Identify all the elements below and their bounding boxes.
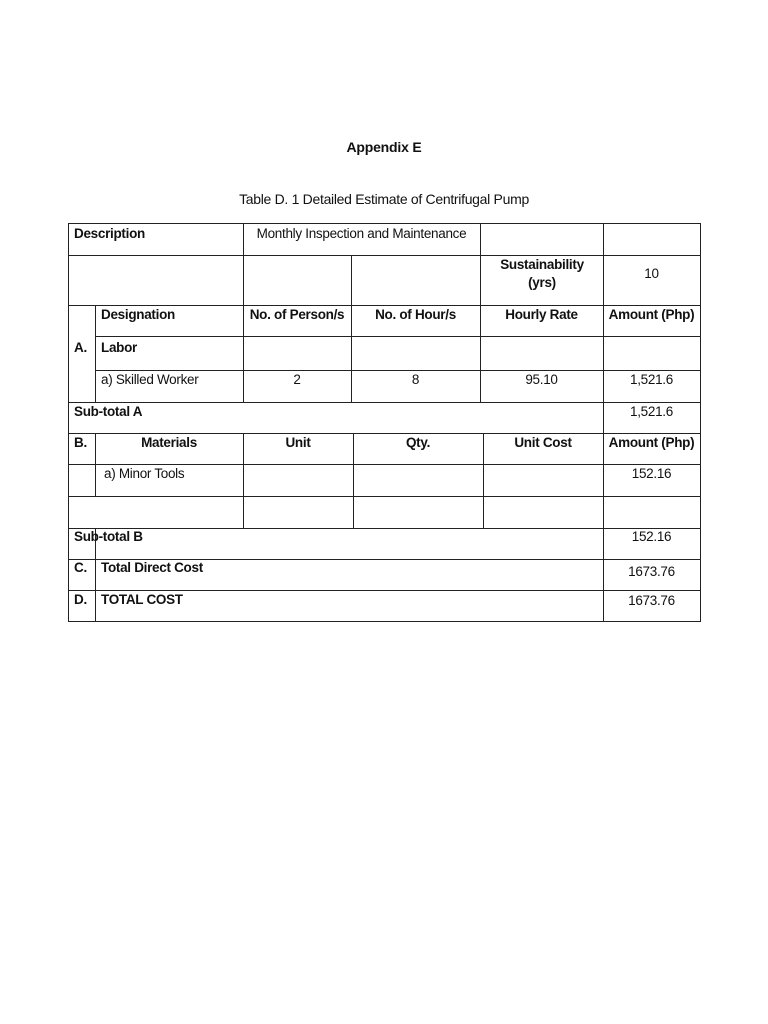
total-cost-amount: 1673.76 <box>628 593 675 608</box>
subtotal-a-amount: 1,521.6 <box>630 404 673 419</box>
estimate-table <box>68 223 701 622</box>
material-amount: 152.16 <box>631 466 672 481</box>
material-item: a) Minor Tools <box>104 466 185 481</box>
subtotal-b-amount: 152.16 <box>631 529 672 544</box>
unit-cost-header: Unit Cost <box>514 435 572 450</box>
appendix-title: Appendix E <box>346 139 422 155</box>
unit-header: Unit <box>285 435 311 450</box>
hours-header: No. of Hour/s <box>375 307 456 322</box>
section-a-label: Labor <box>101 340 138 355</box>
total-direct-letter: C. <box>74 560 87 575</box>
total-cost-label: TOTAL COST <box>101 592 183 607</box>
subtotal-a-label: Sub-total A <box>74 404 143 419</box>
subtotal-b-label: Sub-total B <box>74 529 143 544</box>
table-border-bottom <box>68 621 701 622</box>
total-direct-label: Total Direct Cost <box>101 560 203 575</box>
persons-header: No. of Person/s <box>249 307 345 322</box>
col-line <box>95 305 96 402</box>
section-a-letter: A. <box>74 340 87 355</box>
description-value: Monthly Inspection and Maintenance <box>256 226 467 241</box>
section-b-letter: B. <box>74 435 87 450</box>
sustainability-label: Sustainability (yrs) <box>500 257 584 290</box>
table-border-right <box>700 223 701 622</box>
table-caption: Table D. 1 Detailed Estimate of Centrifugal Pump <box>239 191 529 207</box>
labor-rate: 95.10 <box>525 372 558 387</box>
labor-hours: 8 <box>411 372 420 387</box>
rate-header: Hourly Rate <box>505 307 578 322</box>
qty-header: Qty. <box>405 435 431 450</box>
total-cost-letter: D. <box>74 592 87 607</box>
labor-persons: 2 <box>293 372 301 387</box>
sustainability-value: 10 <box>644 266 659 281</box>
description-label: Description <box>74 226 145 241</box>
row-line <box>68 496 701 497</box>
row-line <box>95 336 701 337</box>
labor-amount: 1,521.6 <box>630 372 673 387</box>
materials-header: Materials <box>141 435 197 450</box>
materials-amount-header: Amount (Php) <box>608 435 695 450</box>
total-direct-amount: 1673.76 <box>628 564 675 579</box>
row-line <box>68 255 701 256</box>
labor-designation: a) Skilled Worker <box>101 372 199 387</box>
designation-header: Designation <box>101 307 175 322</box>
table-border-top <box>68 223 701 224</box>
amount-header: Amount (Php) <box>608 307 695 322</box>
table-border-left <box>68 223 69 622</box>
